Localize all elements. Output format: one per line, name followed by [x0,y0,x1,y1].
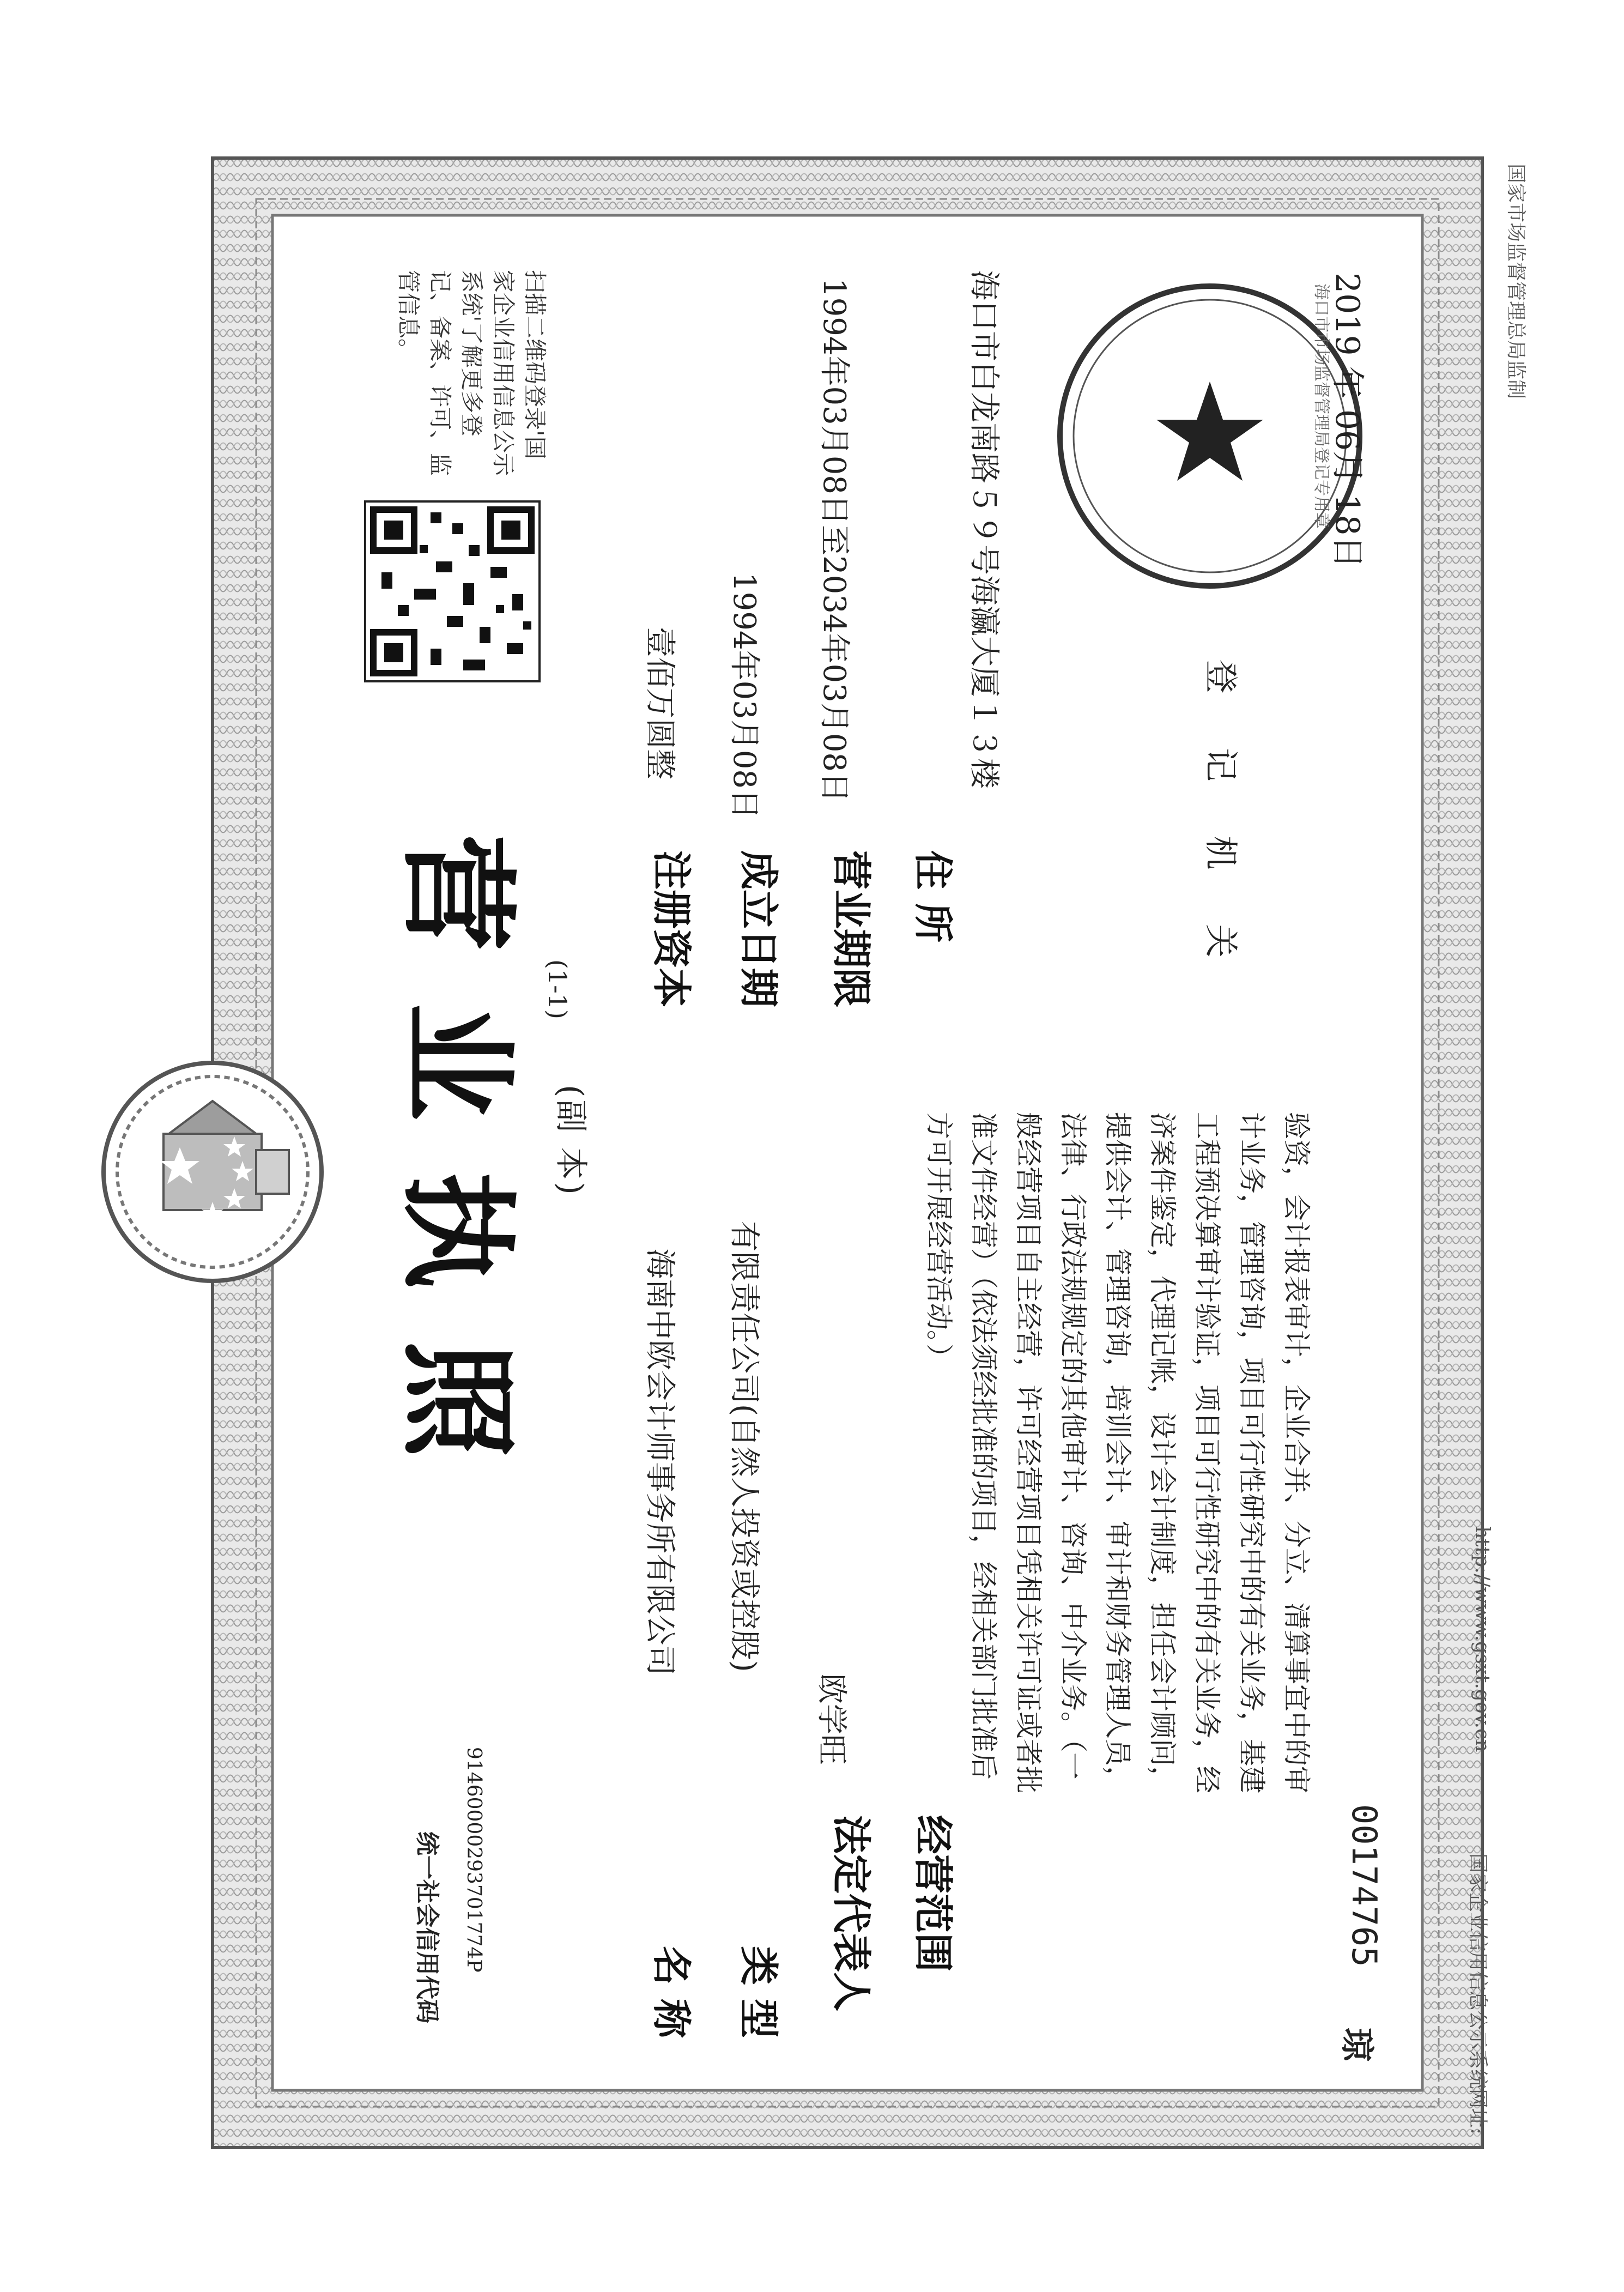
established-value: 1994年03月08日 [726,572,762,820]
website-link[interactable]: http://www.gsxt.gov.cn [1471,1526,1493,1752]
national-emblem-icon [104,1063,322,1281]
type-value: 有限责任公司(自然人投资或控股) [726,1221,762,1672]
name-value: 海南中欧会计师事务所有限公司 [642,1248,677,1676]
qr-note: 扫描二维码登录'国家企业信用信息公示系统'了解更多登记、备案、许可、监管信息。 [395,270,548,476]
name-label: 名 称 [649,1946,694,2039]
serial-number: 00174765 [1344,1804,1384,1967]
address-value: 海口市白龙南路５９号海瀛大厦１３楼 [966,270,1002,789]
legal-rep-value: 欧学旺 [814,1673,849,1765]
credit-code-value: 91460000293701774P [463,1747,485,1973]
copy-serial: (1-1) [543,959,572,1019]
issue-date: 2019 年 06月 18日 [1328,273,1366,569]
website-label: 国家企业信用信息公示系统网址: [1467,1853,1489,2135]
established-label: 成立日期 [736,850,781,1008]
supervisor-note: 国家市场监督管理总局监制 [1505,164,1527,400]
authority-label: 登 记 机 关 [1201,660,1241,980]
copy-type: (副 本) [552,1085,590,1197]
legal-rep-label: 法定代表人 [828,1815,874,2012]
scope-label: 经营范围 [910,1815,956,1973]
qr-code [365,501,540,681]
serial-prefix: 琼 [1337,2028,1377,2062]
capital-value: 壹佰万圆整 [642,627,677,779]
credit-code-label: 统一社会信用代码 [413,1831,441,2023]
term-label: 营业期限 [828,850,874,1008]
capital-label: 注册资本 [649,850,694,1008]
page-title: 营业执照 [389,834,525,1510]
scope-value: 验资，会计报表审计，企业合并、分立、清算事宜中的审计业务，管理咨询，项目可行性研究中的有关业务，基建工程预决算审计验证，项目可行性研究中的有关业务，经济案件鉴定，代理记帐，设计会计制度，担任会计顾问，提供会计、管理咨询，培训会计、审计和财务管理人员，法律、行政法规规定的其他审计、咨询、中介业务。（一般经营项目自主经营，许可经营项目凭相关许可证或者批准文件经营）（依法须经批准的项目，经相关部门批准后方可开展经营活动。） [923,1112,1312,1793]
seal-text: 海口市市场监督管理局登记专用章 [1312,283,1331,529]
address-label: 住 所 [910,850,956,943]
term-value: 1994年03月08日至2034年03月08日 [816,278,852,803]
type-label: 类 型 [736,1946,781,2039]
